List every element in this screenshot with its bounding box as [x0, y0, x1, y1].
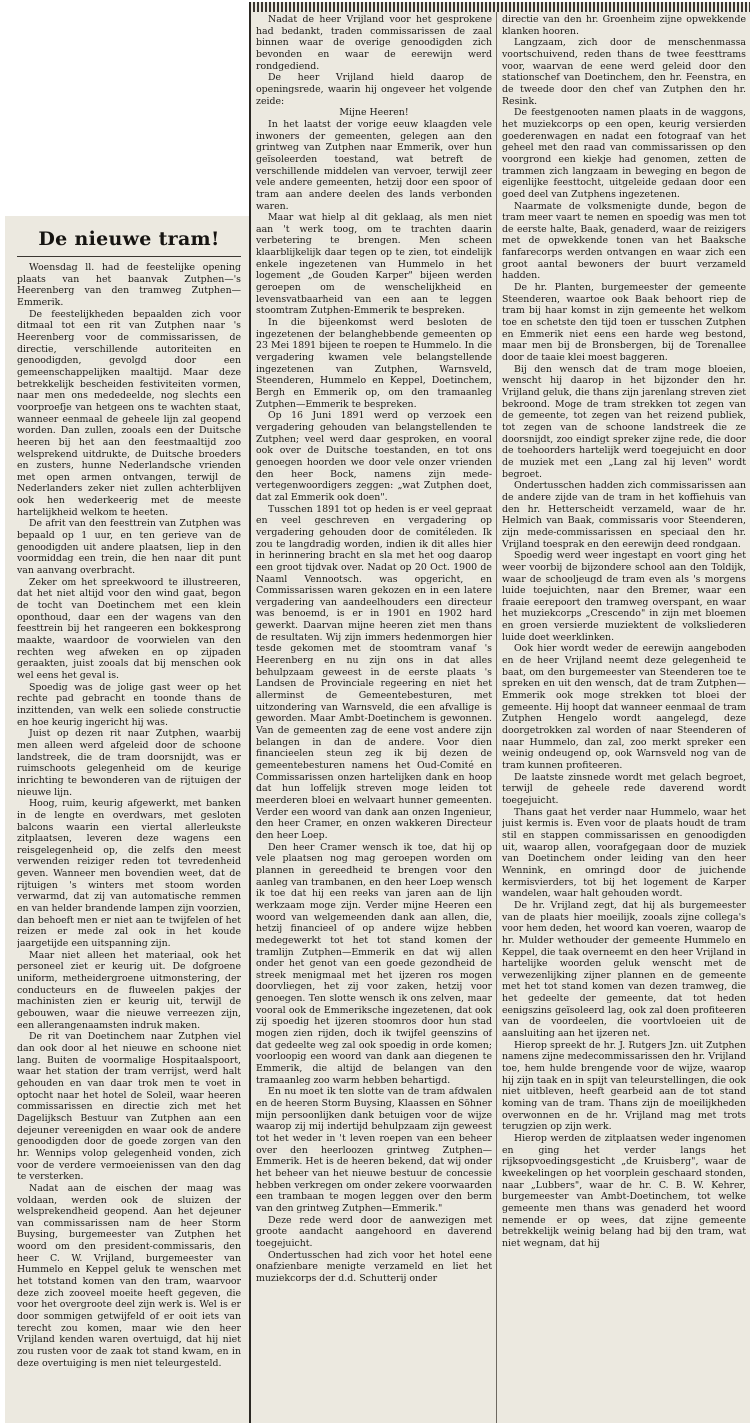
paragraph: De hr. Vrijland zegt, dat hij als burgemeester van de plaats hier moeilijk, zooals zijne collega's voor hem deden, het woord kan voeren, waarop de hr. Mulder wethouder der gemeente Hummelo en Keppel, die taak overneemt en den heer Vrijland in hartelijke woorden geluk wenscht met de verwezenlijking zijner plannen en de gemeente met het tot stand komen van dezen tramweg, die het gedeelte der gemeente, dat tot heden eenigszins geïsoleerd lag, ook zal doen profiteeren van de voordeelen, die voortvloeien uit de aansluiting aan het ijzeren net.	[502, 899, 746, 1040]
paragraph: De laatste zinsnede wordt met gelach begroet, terwijl de geheele rede daverend wordt toegejuicht.	[502, 771, 746, 806]
paragraph: De afrit van den feesttrein van Zutphen was bepaald op 1 uur, en ten gerieve van de genoodigden uit andere plaatsen, liep in den voormiddag een trein, die hen naar dit punt van aanvang overbracht.	[17, 518, 241, 577]
paragraph: Langzaam, zich door de menschenmassa voortschuivend, reden thans de twee feesttrams voor, waarvan de eene werd geleid door den stationschef van Doetinchem, den hr. Feenstra, en de tweede door den chef van Zutphen den hr. Resink.	[502, 37, 746, 107]
paragraph: Maar wat hielp al dit geklaag, als men niet aan 't werk toog, om te trachten daarin verbetering te brengen. Men scheen klaarblijkelijk daar tegen op te zien, tot eindelijk enkele ingezetenen van Hummelo in het logement „de Gouden Karper" bijeen werden geroepen om de wenschelijkheid en levensvatbaarheid van een aan te leggen stoomtram Zutphen-Emmerik te bespreken.	[256, 212, 492, 317]
paragraph: Nadat aan de eischen der maag was voldaan, werden ook de sluizen der welsprekendheid geopend. Aan het dejeuner van commissarissen nam de heer Storm Buysing, burgemeester van Zutphen het woord om den president-commissaris, den heer C. W. Vrijland, burgemeester van Hummelo en Keppel geluk te wenschen met het totstand komen van den tram, waarvoor deze zich zooveel moeite heeft gegeven, die voor het overgroote deel zijn werk is. Wel is er door sommigen getwijfeld of er ooit iets van terecht zou komen, maar wie den heer Vrijland kenden waren overtuigd, dat hij niet zou rusten voor de zaak tot stand kwam, en in deze overtuiging is men niet teleurgesteld.	[17, 1182, 241, 1369]
paragraph: De feestelijkheden bepaalden zich voor ditmaal tot een rit van Zutphen naar 's Heerenberg voor de commissarissen, de directie, verschillende autoriteiten en genoodigden, gevolgd door een gemeenschappelijken maaltijd. Maar deze betrekkelijk bescheiden festiviteiten vormen, naar men ons mededeelde, nog slechts een voorproefje van hetgeen ons te wachten staat, wanneer eenmaal de geheele lijn zal geopend worden. Dan zullen, zooals een der Duitsche heeren bij het aan den feestmaaltijd zoo welsprekend uitdrukte, de Duitsche broeders en zusters, hunne Nederlandsche vrienden met open armen ontvangen, terwijl de Nederlanders zeker niet zullen achterblijven ook hen wederkeerig met de meeste hartelijkheid welkom te heeten.	[17, 308, 241, 518]
paragraph: Ondertusschen hadden zich commissarissen aan de andere zijde van de tram in het koffiehuis van den hr. Hetterscheidt verzameld, waar de hr. Helmich van Baak, commissaris voor Steenderen, zijn mede-commissarissen en speciaal den hr. Vrijland toesprak en den eerewijn deed rondgaan.	[502, 480, 746, 550]
column-2	[256, 14, 492, 1423]
paragraph: Spoedig was de jolige gast weer op het rechte pad gebracht en toonde thans de inzittenden, van welk een soliede constructie en hoe keurig ingericht hij was.	[17, 681, 241, 728]
paragraph: Tusschen 1891 tot op heden is er veel gepraat en veel geschreven en vergadering op vergadering gehouden door de comitéleden. Ik zou te langdradig worden, indien ik dit alles hier in herinnering bracht en sla met het oog daarop een groot tijdvak over. Nadat op 20 Oct. 1900 de Naaml Vennootsch. was opgericht, en Commissarissen waren gekozen en in een latere vergadering van aandeelhouders een directeur was benoemd, is er in 1901 en 1902 hard gewerkt. Daarvan mijne heeren ziet men thans de resultaten. Wij zijn immers hedenmorgen hier tesde gekomen met de stoomtram vanaf 's Heerenberg en nu zijn ons in dat alles behulpzaam geweest in de eerste plaats 's Landsen de Provinciale regeering en niet het allerminst de Gemeentebesturen, met uitzondering van Warnsveld, die een afvallige is geworden. Maar Ambt-Doetinchem is gewonnen. Van de gemeenten zag de eene vost andere zijn belangen in dan de andere. Voor dien financieelen steun zeg ik bij dezen de gemeentebesturen namens het Oud-Comité en Commissarissen onzen hartelijken dank en hoop dat hun loffelijk streven moge leiden tot meerderen bloei en welvaart hunner gemeenten. Verder een woord van dank aan onzen Ingenieur, den heer Cramer, en onzen wakkeren Directeur den heer Loep.	[256, 503, 492, 841]
headline-box	[17, 222, 241, 257]
column-1	[17, 262, 241, 1423]
paragraph: Ondertusschen had zich voor het hotel eene onafzienbare menigte verzameld en liet het muziekcorps der d.d. Schutterij onder	[256, 1249, 492, 1284]
column-3	[502, 14, 746, 1423]
column-divider-rule-2	[496, 12, 497, 1423]
paragraph: En nu moet ik ten slotte van de tram afdwalen en de heeren Storm Buysing, Klaassen en Söhner mijn persoonlijken dank betuigen voor de wijze waarop zij mij indertijd behulpzaam zijn geweest tot het weder in 't leven roepen van een beheer over den heerloozen grintweg Zutphen—Emmerik. Het is de heeren bekend, dat wij onder het beheer van het nieuwe bestuur de concessie hebben verkregen om onder zekere voorwaarden een trambaan te mogen leggen over den berm van den grintweg Zutphen—Emmerik."	[256, 1086, 492, 1214]
paragraph: Bij den wensch dat de tram moge bloeien, wenscht hij daarop in het bijzonder den hr. Vrijland geluk, die thans zijn jarenlang streven ziet bekroond. Moge de tram strekken tot zegen van de gemeente, tot zegen van het reizend publiek, tot zegen van de schoone landstreek die ze doorsnijdt, zoo eindigt spreker zijne rede, die door de toehoorders hartelijk werd toegejuicht en door de muziek met een „Lang zal hij leven" wordt begroet.	[502, 363, 746, 480]
paragraph: De hr. Planten, burgemeester der gemeente Steenderen, waartoe ook Baak behoort riep de tram bij haar komst in zijn gemeente het welkom toe en schetste den tijd toen er tusschen Zutphen en Emmerik niet eens een harde weg bestond, maar men bij de Bronsbergen, bij de Torenallee door de taaie klei moest baggeren.	[502, 282, 746, 364]
paragraph: Zeker om het spreekwoord te illustreeren, dat het niet altijd voor den wind gaat, begon de tocht van Doetinchem met een klein oponthoud, daar een der wagens van den feesttrein bij het rangeeren een bokkesprong maakte, waardoor de voorwielen van den rechten weg afweken en op zijpaden geraakten, juist zooals dat bij menschen ook wel eens het geval is.	[17, 576, 241, 681]
paragraph: Spoedig werd weer ingestapt en voort ging het weer voorbij de bijzondere school aan den Toldijk, waar de schooljeugd de tram even als 's morgens luide toejuichten, naar den Bremer, waar een fraaie eerepoort den tramweg overspant, en waar het muziekcorps „Crescendo" in zijn met bloemen en groen versierde muziektent de volksliederen luide doet weerklinken.	[502, 550, 746, 643]
paragraph: De heer Vrijland hield daarop de openingsrede, waarin hij ongeveer het volgende zeide:	[256, 72, 492, 107]
paragraph: Nadat de heer Vrijland voor het gesprokene had bedankt, traden commissarissen de zaal binnen waar de overige genoodigden zich bevonden en waar de eerewijn werd rondgediend.	[256, 14, 492, 72]
paragraph: Hoog, ruim, keurig afgewerkt, met banken in de lengte en overdwars, met gesloten balcons waarin een viertal allerleukste zitplaatsen, leveren deze wagens een reisgelegenheid op, die zelfs den meest verwenden reiziger reden tot tevredenheid geven. Wanneer men bovendien weet, dat de rijtuigen 's winters met stoom worden verwarmd, dat zij van automatische remmen en van helder brandende lampen zijn voorzien, dan behoeft men er niet aan te twijfelen of het reizen er mede zal ook in het koude jaargetijde een uitspanning zijn.	[17, 798, 241, 950]
paragraph: De feestgenooten namen plaats in de waggons, het muziekcorps op een open, keurig versierden goederenwagen en nadat een fotograaf van het geheel met den raad van commissarissen op den voorgrond een kiekje had genomen, zetten de trammen zich langzaam in beweging en begon de eigenlijke feesttocht, uitgeleide gedaan door een goed deel van Zutphens ingezetenen.	[502, 107, 746, 200]
paragraph: Ook hier wordt weder de eerewijn aangeboden en de heer Vrijland neemt deze gelegenheid te baat, om den burgemeester van Steenderen toe te spreken en uit den wensch, dat de tram Zutphen—Emmerik ook moge strekken tot bloei der gemeente. Hij hoopt dat wanneer eenmaal de tram Zutphen Hengelo wordt aangelegd, deze doorgetrokken zal worden of naar Steenderen of naar Hummelo, dan zal, zoo merkt spreker een weinig ondeugend op, ook Warnsveld nog van de tram kunnen profiteeren.	[502, 643, 746, 771]
article-headline: De nieuwe tram!	[38, 228, 220, 250]
paragraph: De rit van Doetinchem naar Zutphen viel dan ook door al het nieuwe en schoone niet lang. Buiten de voormalige Hospitaalspoort, waar het station der tram verrijst, werd halt gehouden en van daar trok men te voet in optocht naar het hotel de Soleil, waar heeren commissarissen en directie zich met het Dagelijksch Bestuur van Zutphen aan een dejeuner vereenigden en waar ook de andere genoodigden door de goede zorgen van den hr. Wennips volop gelegenheid vonden, zich voor de verdere vermoeienissen van den dag te versterken.	[17, 1031, 241, 1183]
paragraph: Thans gaat het verder naar Hummelo, waar het juist kermis is. Even voor de plaats houdt de tram stil en stappen commissarissen en genoodigden uit, waarop allen, voorafgegaan door de muziek van Doetinchem onder leiding van den heer Wennink, en omringd door de juichende kermisvierders, tot bij het logement de Karper wandelen, waar halt gehouden wordt.	[502, 806, 746, 900]
paragraph: Naarmate de volksmenigte dunde, begon de tram meer vaart te nemen en spoedig was men tot de eerste halte, Baak, genaderd, waar de reizigers met de opwekkende tonen van het Baaksche fanfarecorps werden ontvangen en waar zich een groot aantal bewoners der buurt verzameld hadden.	[502, 200, 746, 282]
paragraph: Deze rede werd door de aanwezigen met groote aandacht aangehoord en daverend toegejuicht.	[256, 1214, 492, 1249]
paragraph: Hierop werden de zitplaatsen weder ingenomen en ging het verder langs het rijksopvoedingsgesticht „de Kruisberg", waar de kweekelingen op het voorplein geschaard stonden, naar „Lubbers", waar de hr. C. B. W. Kehrer, burgemeester van Ambt-Doetinchem, tot welke gemeente men thans was genaderd het woord nemende er op wees, dat zijne gemeente betrekkelijk weinig belang had bij den tram, wat niet wegnam, dat hij	[502, 1133, 746, 1249]
paragraph: Den heer Cramer wensch ik toe, dat hij op vele plaatsen nog mag geroepen worden om plannen in gereedheid te brengen voor den aanleg van trambanen, en den heer Loep wensch ik toe dat hij een reeks van jaren aan de lijn werkzaam moge zijn. Verder mijne Heeren een woord van welgemeenden dank aan allen, die, hetzij financieel of op andere wijze hebben medegewerkt tot het tot stand komen der tramlijn Zutphen—Emmerik en dat wij allen onder het genot van een goede gezondheid de streek menigmaal met het ijzeren ros mogen doorvliegen, het zij voor zaken, hetzij voor genoegen. Ten slotte wensch ik ons zelven, maar vooral ook de Emmeriksche ingezetenen, dat ook zij spoedig het ijzeren stoomros door hun stad mogen zien rijden, doch ik twijfel geenszins of dat gedeelte weg zal ook spoedig in orde komen; voorloopig een woord van dank aan diegenen te Emmerik, die altijd de belangen van den tramaanleg zoo warm hebben behartigd.	[256, 841, 492, 1086]
speech-salutation: Mijne Heeren!	[339, 107, 409, 119]
column-divider-rule	[249, 2, 251, 1423]
paragraph: Maar niet alleen het materiaal, ook het personeel ziet er keurig uit. De dofgroene uniform, metheidergroene uitmonstering, der conducteurs en de fluweelen pakjes der machinisten zien er keurig uit, terwijl de gebouwen, waar die nieuwe verreezen zijn, een allerangenaamsten indruk maken.	[17, 949, 241, 1031]
paragraph: Op 16 Juni 1891 werd op verzoek een vergadering gehouden van belangstellenden te Zutphen; veel werd daar gesproken, en vooral ook over de Duitsche toestanden, en tot ons genoegen hoorden we door vele onzer vrienden den heer Bock, namens zijn mede-vertegenwoordigers zeggen: „wat Zutphen doet, dat zal Emmerik ook doen".	[256, 410, 492, 503]
paragraph: Woensdag ll. had de feestelijke opening plaats van het baanvak Zutphen—'s Heerenberg van den tramweg Zutphen—Emmerik.	[17, 262, 241, 308]
top-border-rule	[249, 2, 750, 12]
paragraph: In die bijeenkomst werd besloten de ingezetenen der belanghebbende gemeenten op 23 Mei 1891 bijeen te roepen te Hummelo. In die vergadering kwamen vele belangstellende ingezetenen van Zutphen, Warnsveld, Steenderen, Hummelo en Keppel, Doetinchem, Bergh en Emmerik op, om den tramaanleg Zutphen—Emmerik te bespreken.	[256, 317, 492, 410]
paragraph: Hierop spreekt de hr. J. Rutgers Jzn. uit Zutphen namens zijne medecommissarissen den hr. Vrijland toe, hem hulde brengende voor de wijze, waarop hij zijn taak en in spijt van teleurstellingen, die ook niet uitbleven, heeft gearbeid aan de tot stand koming van de tram. Thans zijn de moeilijkheden overwonnen en de hr. Vrijland mag met trots terugzien op zijn werk.	[502, 1039, 746, 1133]
paragraph: In het laatst der vorige eeuw klaagden vele inwoners der gemeenten, gelegen aan den grintweg van Zutphen naar Emmerik, over hun geïsoleerden toestand, wat betreft de verschillende middelen van vervoer, terwijl zeer vele andere gemeenten, hetzij door een spoor of tram aan andere deelen des lands verbonden waren.	[256, 118, 492, 212]
paragraph: directie van den hr. Groenheim zijne opwekkende klanken hooren.	[502, 14, 746, 37]
paragraph: Juist op dezen rit naar Zutphen, waarbij men alleen werd afgeleid door de schoone landstreek, die de tram doorsnijdt, was er ruimschoots gelegenheid om de keurige inrichting te bewonderen van de rijtuigen der nieuwe lijn.	[17, 728, 241, 798]
